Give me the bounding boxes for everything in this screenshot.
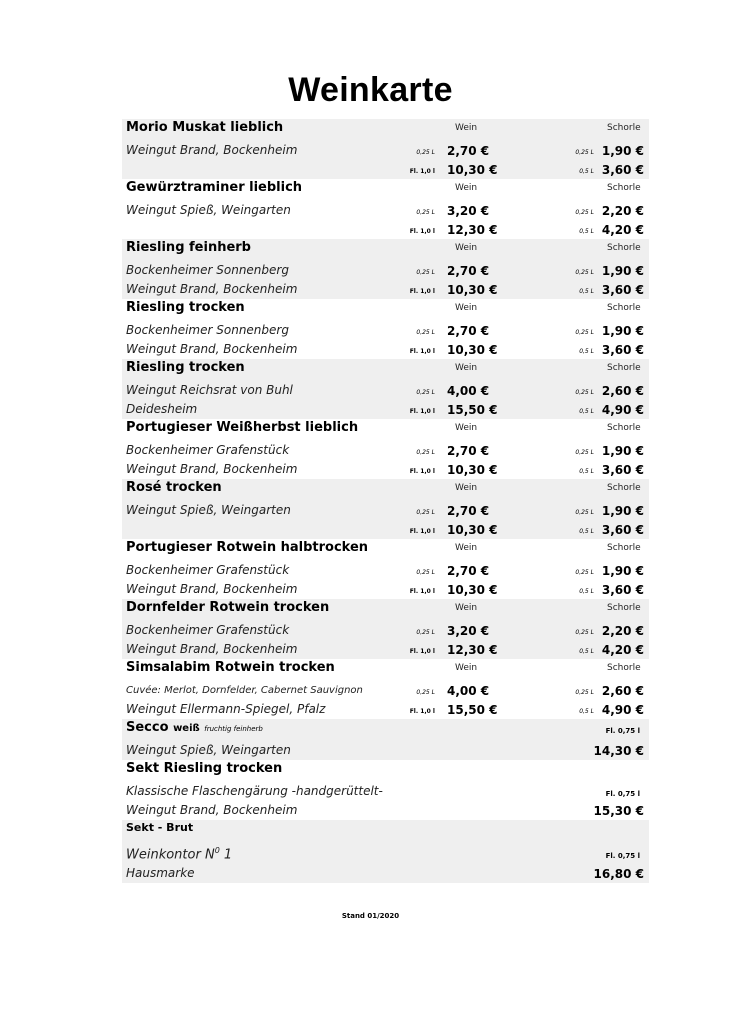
schorle-price: 1,90 € xyxy=(601,564,644,578)
brut-header-line xyxy=(122,820,649,842)
wine-name: Portugieser Rotwein halbtrocken xyxy=(126,540,369,555)
schorle-volume: 0,25 L xyxy=(575,389,594,396)
sekt-volume: Fl. 0,75 l xyxy=(605,790,640,798)
wein-bottle-volume: Fl. 1,0 l xyxy=(409,348,435,355)
wine-header-line xyxy=(122,599,649,621)
footer-date: Stand 01/2020 xyxy=(341,912,400,920)
wine-header-line xyxy=(122,479,649,501)
wine-origin: Bockenheimer Grafenstück xyxy=(126,443,290,457)
wein-price: 3,20 € xyxy=(447,624,490,638)
schorle-column-header: Schorle xyxy=(607,123,641,133)
brut-volume: Fl. 0,75 l xyxy=(605,852,640,860)
wine-name: Simsalabim Rotwein trocken xyxy=(126,660,335,675)
schorle-volume: 0,25 L xyxy=(575,269,594,276)
wine-detail-line xyxy=(122,681,649,700)
wein-bottle-price: 15,50 € xyxy=(447,403,498,417)
wine-header-line xyxy=(122,239,649,261)
wine-name: Morio Muskat lieblich xyxy=(126,120,284,135)
secco-entry xyxy=(122,719,649,760)
schorle-column-header: Schorle xyxy=(607,363,641,373)
secco-detail-line xyxy=(122,741,649,760)
schorle-column-header: Schorle xyxy=(607,243,641,253)
wine-entry xyxy=(122,179,649,239)
schorle-column-header: Schorle xyxy=(607,543,641,553)
wine-origin: Weingut Spieß, Weingarten xyxy=(126,203,291,217)
brut-entry xyxy=(122,820,649,883)
wein-bottle-volume: Fl. 1,0 l xyxy=(409,468,435,475)
wein-bottle-price: 15,50 € xyxy=(447,703,498,717)
wine-name: Dornfelder Rotwein trocken xyxy=(126,600,330,615)
schorle-price: 3,60 € xyxy=(601,463,644,477)
schorle-price: 2,20 € xyxy=(601,204,644,218)
schorle-column-header: Schorle xyxy=(607,663,641,673)
schorle-volume: 0,25 L xyxy=(575,629,594,636)
wine-origin: Weingut Ellermann-Spiegel, Pfalz xyxy=(126,702,326,716)
schorle-price: 3,60 € xyxy=(601,523,644,537)
wein-bottle-price: 10,30 € xyxy=(447,163,498,177)
schorle-volume: 0,5 L xyxy=(579,588,594,595)
schorle-price: 3,60 € xyxy=(601,343,644,357)
wein-volume: 0,25 L xyxy=(416,329,435,336)
brut-name: Sekt - Brut xyxy=(126,821,194,834)
schorle-price: 1,90 € xyxy=(601,144,644,158)
wine-detail-line xyxy=(122,340,649,359)
wein-volume: 0,25 L xyxy=(416,269,435,276)
wein-price: 2,70 € xyxy=(447,504,490,518)
wine-header-line xyxy=(122,119,649,141)
wein-column-header: Wein xyxy=(455,483,478,493)
sekt-name: Sekt Riesling trocken xyxy=(126,761,283,776)
wein-bottle-price: 10,30 € xyxy=(447,343,498,357)
wine-entry xyxy=(122,479,649,539)
wine-origin: Weingut Brand, Bockenheim xyxy=(126,462,298,476)
wein-price: 2,70 € xyxy=(447,144,490,158)
wine-entry xyxy=(122,659,649,719)
wine-origin: Bockenheimer Grafenstück xyxy=(126,563,290,577)
wein-volume: 0,25 L xyxy=(416,689,435,696)
sekt-method: Klassische Flaschengärung -handgerüttelt- xyxy=(126,784,383,798)
wine-origin: Bockenheimer Sonnenberg xyxy=(126,263,289,277)
wine-name: Portugieser Weißherbst lieblich xyxy=(126,420,359,435)
wein-price: 4,00 € xyxy=(447,384,490,398)
wine-name: Riesling trocken xyxy=(126,300,245,315)
schorle-column-header: Schorle xyxy=(607,483,641,493)
wine-detail-line xyxy=(122,580,649,599)
wein-bottle-volume: Fl. 1,0 l xyxy=(409,528,435,535)
wine-detail-line xyxy=(122,220,649,239)
wine-header-line xyxy=(122,179,649,201)
wine-origin: Weingut Reichsrat von Buhl xyxy=(126,383,293,397)
schorle-volume: 0,5 L xyxy=(579,228,594,235)
wein-column-header: Wein xyxy=(455,183,478,193)
secco-title: Secco xyxy=(126,720,169,735)
wine-header-line xyxy=(122,539,649,561)
schorle-volume: 0,5 L xyxy=(579,168,594,175)
schorle-volume: 0,25 L xyxy=(575,689,594,696)
wine-origin: Deidesheim xyxy=(126,402,198,416)
wine-detail-line xyxy=(122,261,649,280)
schorle-volume: 0,25 L xyxy=(575,329,594,336)
wine-origin: Bockenheimer Grafenstück xyxy=(126,623,290,637)
sekt-origin: Weingut Brand, Bockenheim xyxy=(126,803,298,817)
schorle-column-header: Schorle xyxy=(607,603,641,613)
schorle-volume: 0,25 L xyxy=(575,509,594,516)
wine-detail-line xyxy=(122,460,649,479)
schorle-volume: 0,5 L xyxy=(579,348,594,355)
wein-column-header: Wein xyxy=(455,543,478,553)
brut-origin xyxy=(126,846,232,862)
secco-origin: Weingut Spieß, Weingarten xyxy=(126,743,291,757)
schorle-price: 1,90 € xyxy=(601,504,644,518)
wine-detail-line xyxy=(122,160,649,179)
wine-header-line xyxy=(122,419,649,441)
wine-list xyxy=(122,119,649,883)
wine-entry xyxy=(122,539,649,599)
schorle-price: 3,60 € xyxy=(601,283,644,297)
wine-detail-line xyxy=(122,441,649,460)
wine-origin: Weingut Spieß, Weingarten xyxy=(126,503,291,517)
wein-bottle-price: 10,30 € xyxy=(447,583,498,597)
wein-price: 2,70 € xyxy=(447,564,490,578)
schorle-volume: 0,25 L xyxy=(575,149,594,156)
wine-detail-line xyxy=(122,381,649,400)
schorle-volume: 0,25 L xyxy=(575,209,594,216)
wein-volume: 0,25 L xyxy=(416,449,435,456)
wein-price: 4,00 € xyxy=(447,684,490,698)
schorle-price: 3,60 € xyxy=(601,163,644,177)
secco-header-line xyxy=(122,719,649,741)
wine-detail-line xyxy=(122,700,649,719)
wein-bottle-price: 10,30 € xyxy=(447,463,498,477)
wine-header-line xyxy=(122,299,649,321)
secco-subname: weiß xyxy=(173,723,200,734)
schorle-price: 3,60 € xyxy=(601,583,644,597)
wein-bottle-price: 12,30 € xyxy=(447,223,498,237)
wein-bottle-volume: Fl. 1,0 l xyxy=(409,408,435,415)
schorle-column-header: Schorle xyxy=(607,183,641,193)
brut-price: 16,80 € xyxy=(593,867,644,881)
wine-origin: Cuvée: Merlot, Dornfelder, Cabernet Sauvignon xyxy=(126,685,363,696)
schorle-price: 4,20 € xyxy=(601,223,644,237)
wein-volume: 0,25 L xyxy=(416,509,435,516)
schorle-price: 4,20 € xyxy=(601,643,644,657)
wine-detail-line xyxy=(122,280,649,299)
wine-entry xyxy=(122,299,649,359)
wein-bottle-volume: Fl. 1,0 l xyxy=(409,168,435,175)
wine-header-line xyxy=(122,359,649,381)
wein-bottle-volume: Fl. 1,0 l xyxy=(409,288,435,295)
schorle-price: 2,60 € xyxy=(601,384,644,398)
wein-bottle-price: 12,30 € xyxy=(447,643,498,657)
wine-origin: Weingut Brand, Bockenheim xyxy=(126,282,298,296)
wine-entry xyxy=(122,599,649,659)
wine-detail-line xyxy=(122,400,649,419)
schorle-volume: 0,5 L xyxy=(579,648,594,655)
wine-detail-line xyxy=(122,201,649,220)
wein-column-header: Wein xyxy=(455,123,478,133)
wein-price: 2,70 € xyxy=(447,264,490,278)
wine-detail-line xyxy=(122,520,649,539)
schorle-price: 4,90 € xyxy=(601,403,644,417)
wine-entry xyxy=(122,419,649,479)
wine-header-line xyxy=(122,659,649,681)
wine-origin: Weingut Brand, Bockenheim xyxy=(126,143,298,157)
wein-price: 2,70 € xyxy=(447,324,490,338)
wine-name: Gewürztraminer lieblich xyxy=(126,180,303,195)
schorle-column-header: Schorle xyxy=(607,303,641,313)
brut-detail-line xyxy=(122,842,649,864)
wein-column-header: Wein xyxy=(455,603,478,613)
brut-origin-num: 1 xyxy=(219,847,233,863)
sekt-detail-line xyxy=(122,782,649,801)
secco-price: 14,30 € xyxy=(593,744,644,758)
wein-price: 3,20 € xyxy=(447,204,490,218)
wein-volume: 0,25 L xyxy=(416,389,435,396)
brut-origin-text: Weinkontor N xyxy=(126,847,215,863)
brut-origin-sup: 0 xyxy=(214,846,220,855)
wein-bottle-price: 10,30 € xyxy=(447,523,498,537)
schorle-volume: 0,5 L xyxy=(579,528,594,535)
sekt-entry xyxy=(122,760,649,820)
wein-volume: 0,25 L xyxy=(416,629,435,636)
sekt-price: 15,30 € xyxy=(593,804,644,818)
schorle-price: 1,90 € xyxy=(601,444,644,458)
schorle-price: 2,20 € xyxy=(601,624,644,638)
wein-column-header: Wein xyxy=(455,303,478,313)
schorle-price: 1,90 € xyxy=(601,324,644,338)
wein-volume: 0,25 L xyxy=(416,569,435,576)
schorle-volume: 0,5 L xyxy=(579,288,594,295)
schorle-price: 1,90 € xyxy=(601,264,644,278)
wine-detail-line xyxy=(122,501,649,520)
wine-detail-line xyxy=(122,141,649,160)
wein-volume: 0,25 L xyxy=(416,149,435,156)
schorle-volume: 0,5 L xyxy=(579,408,594,415)
sekt-detail-line xyxy=(122,801,649,820)
wine-name: Rosé trocken xyxy=(126,480,222,495)
sekt-header-line xyxy=(122,760,649,782)
wein-volume: 0,25 L xyxy=(416,209,435,216)
wein-bottle-volume: Fl. 1,0 l xyxy=(409,588,435,595)
wine-entry xyxy=(122,239,649,299)
page-title: Weinkarte xyxy=(288,71,453,109)
wine-origin: Weingut Brand, Bockenheim xyxy=(126,642,298,656)
wine-detail-line xyxy=(122,640,649,659)
wine-entry xyxy=(122,119,649,179)
schorle-volume: 0,25 L xyxy=(575,449,594,456)
secco-volume: Fl. 0,75 l xyxy=(605,727,640,735)
wein-bottle-volume: Fl. 1,0 l xyxy=(409,648,435,655)
wein-bottle-volume: Fl. 1,0 l xyxy=(409,708,435,715)
secco-note: fruchtig feinherb xyxy=(204,725,263,733)
wein-column-header: Wein xyxy=(455,423,478,433)
wine-entry xyxy=(122,359,649,419)
schorle-volume: 0,25 L xyxy=(575,569,594,576)
schorle-price: 2,60 € xyxy=(601,684,644,698)
secco-name xyxy=(126,720,263,735)
wine-detail-line xyxy=(122,621,649,640)
wein-column-header: Wein xyxy=(455,663,478,673)
schorle-volume: 0,5 L xyxy=(579,708,594,715)
wine-detail-line xyxy=(122,561,649,580)
wine-name: Riesling trocken xyxy=(126,360,245,375)
wein-price: 2,70 € xyxy=(447,444,490,458)
wine-detail-line xyxy=(122,321,649,340)
wein-column-header: Wein xyxy=(455,363,478,373)
wein-bottle-volume: Fl. 1,0 l xyxy=(409,228,435,235)
wine-name: Riesling feinherb xyxy=(126,240,251,255)
schorle-column-header: Schorle xyxy=(607,423,641,433)
schorle-price: 4,90 € xyxy=(601,703,644,717)
brut-detail-line xyxy=(122,864,649,883)
brut-brand: Hausmarke xyxy=(126,866,195,880)
wine-origin: Weingut Brand, Bockenheim xyxy=(126,342,298,356)
wine-origin: Weingut Brand, Bockenheim xyxy=(126,582,298,596)
wein-column-header: Wein xyxy=(455,243,478,253)
wein-bottle-price: 10,30 € xyxy=(447,283,498,297)
wine-origin: Bockenheimer Sonnenberg xyxy=(126,323,289,337)
schorle-volume: 0,5 L xyxy=(579,468,594,475)
